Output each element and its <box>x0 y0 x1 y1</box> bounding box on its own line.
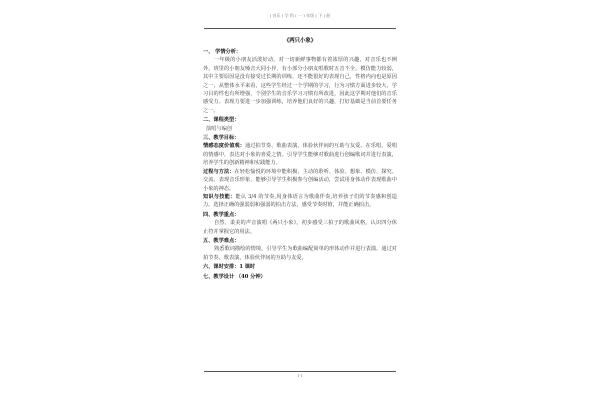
document-title: 《两只小象》 <box>283 38 317 44</box>
goal-knowledge-paragraph <box>203 193 397 210</box>
section-heading-design: 七、教学设计 （40 分钟） <box>203 273 266 280</box>
section-heading-schedule: 六、课时安排：1 课时 <box>203 264 256 271</box>
document-page <box>200 0 400 400</box>
footer-divider <box>204 371 396 372</box>
goal-process-label: 过程与方法： <box>203 168 235 175</box>
goal-attitude-label: 情感态度价值观： <box>203 143 245 150</box>
goal-knowledge-label: 知识与技能： <box>203 193 236 200</box>
difficulties-paragraph: 熟悉歌词描绘的情境，引导学生为歌曲编配简单的形体动作并进行表演，通过对拍节奏、歌表演，体验伙伴间的互助与友爱。 <box>203 246 397 261</box>
header-divider <box>204 28 396 29</box>
page-number: 1-1 <box>297 374 303 378</box>
course-type-text: 演唱与编创 <box>206 125 232 132</box>
section-heading-difficulties: 五、教学难点： <box>203 237 240 244</box>
key-points-paragraph: 自然、柔美的声音演唱《两只小象》，初步感受三拍子的歌曲风格，认识四分休止符并掌握它的用法。 <box>203 220 397 235</box>
page-header: ( 音乐 ) 学 科 ( 一 ) 年级 ( 下 ) 册 <box>269 13 331 18</box>
section-heading-key-points: 四、教学重点： <box>203 211 240 218</box>
section-heading-learner-analysis: 一、 学情分析： <box>203 49 242 55</box>
section-heading-course-type: 二、课程类型： <box>203 117 240 124</box>
goal-knowledge-text: 能认 3/4 的节奏,用身体语言为歌曲伴奏,培养孩子们的节奏感和创造力。选择正确的强弱弱和强弱的拍击方法，感受节奏时值，并能正确拍击。 <box>203 193 397 209</box>
section-heading-teaching-goals: 三、教学目标： <box>203 135 240 142</box>
goal-process-paragraph <box>203 168 397 193</box>
learner-analysis-paragraph: 一年级的小朋友活泼好动，对一切新鲜事物都有着浓厚的兴趣，对音乐也不例外，班里的小朋友嗓音大同小异，有小部分小朋友唱歌时五音不全，模仿能力较弱，其中主要原因是没有接受过长期的训练，还不能很好的表现自己，性格内向也是原因之一，从整体水平来看，这些学生经过一个学期的学习，行为习惯方面进步较大，学习目的性也有所增强，个别学生的音乐学习习惯有所改进，因此这学期对他们的音乐感受力、表现力要进一步加强训练，培养他们良好的兴趣，打好基础是当前首要任务之一。 <box>203 57 397 114</box>
document-body <box>203 47 397 281</box>
goal-attitude-paragraph <box>203 142 397 167</box>
goal-process-text: 在轻松愉悦的环境中能积极、主动的聆听、体验、想象、模仿、探究、交流、表现音乐形象，能够引导学生积极参与创编活动，尝试用身体动作表现歌曲中小象的神态。 <box>203 168 397 192</box>
goal-attitude-text: 通过拍节奏、歌曲表演，体验伙伴间的互助与友爱。在乐唱，爱唱的情感中，表达对小象的喜爱之情。引导学生能够对歌曲进行创编歌词并进行表演，培养学生的创新精神和实践能力。 <box>203 143 397 167</box>
